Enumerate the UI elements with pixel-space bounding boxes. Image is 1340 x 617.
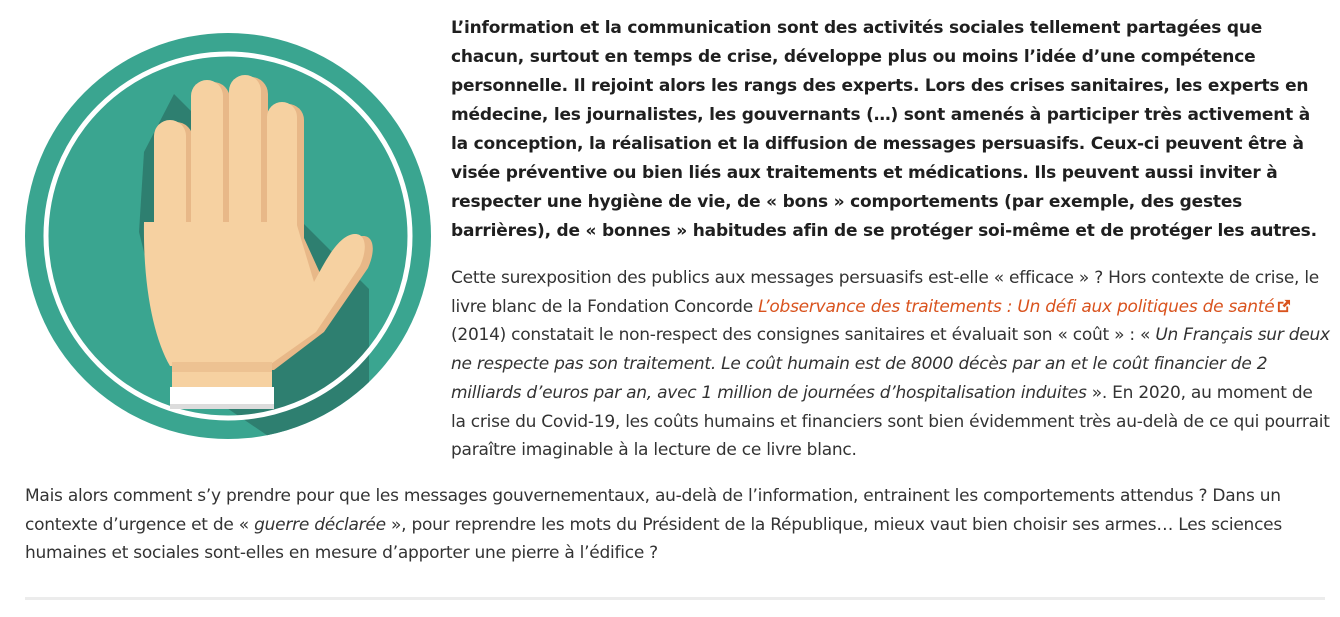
paragraph-text: (2014) constatait le non-respect des consignes sanitaires et évaluait son « coût » : « [451,325,1156,346]
raised-hand-stop-icon [24,32,432,440]
article-right-column [451,14,1331,465]
paragraph-text: ». En 2020, au moment de la crise du Covid-19, les coûts humains et financiers sont bien évidemment très au-delà de ce qui pourrait paraître imaginable à la lecture de ce livre blanc. [451,382,1330,461]
paragraph-text: Cette surexposition des publics aux messages persuasifs est-elle « efficace » ? Hors contexte de crise, le livre blanc de la Fondation Concorde [451,268,1320,317]
section-divider [25,597,1325,600]
closing-paragraph [25,482,1331,568]
paragraph-text: », pour reprendre les mots du Président de la République, mieux vaut bien choisir ses armes… Les sciences humaines et sociales sont-elles en mesure d’apporter une pierre à l’édifice ? [25,514,1282,564]
external-link-icon[interactable] [1276,299,1291,313]
external-link-fondation-concorde[interactable] [758,297,1291,317]
paragraph-text: Mais alors comment s’y prendre pour que les messages gouvernementaux, au-delà de l’information, entrainent les comportements attendus ? Dans un contexte d’urgence et de « [25,486,1281,535]
body-paragraph [451,264,1331,465]
emphasis-text: guerre déclarée [254,514,386,535]
link-text[interactable]: L’observance des traitements : Un défi aux politiques de santé [758,296,1275,317]
quote-text: Un Français sur deux ne respecte pas son traitement. Le coût humain est de 8000 décès par an et le coût financier de 2 milliards d’euros par an, avec 1 million de journées d’hospitalisation induites [451,325,1330,403]
illustration [24,32,432,440]
lead-paragraph: L’information et la communication sont des activités sociales tellement partagées que chacun, surtout en temps de crise, développe plus ou moins l’idée d’une compétence personnelle. Il rejoint alors les rangs des experts. Lors des crises sanitaires, les experts en médecine, les journalistes, les gouvernants (…) sont amenés à participer très activement à la conception, la réalisation et la diffusion de messages persuasifs. Ceux-ci peuvent être à visée préventive ou bien liés aux traitements et médications. Ils peuvent aussi inviter à respecter une hygiène de vie, de « bons » comportements (par exemple, des gestes barrières), de « bonnes » habitudes afin de se protéger soi-même et de protéger les autres. [451,18,1317,241]
